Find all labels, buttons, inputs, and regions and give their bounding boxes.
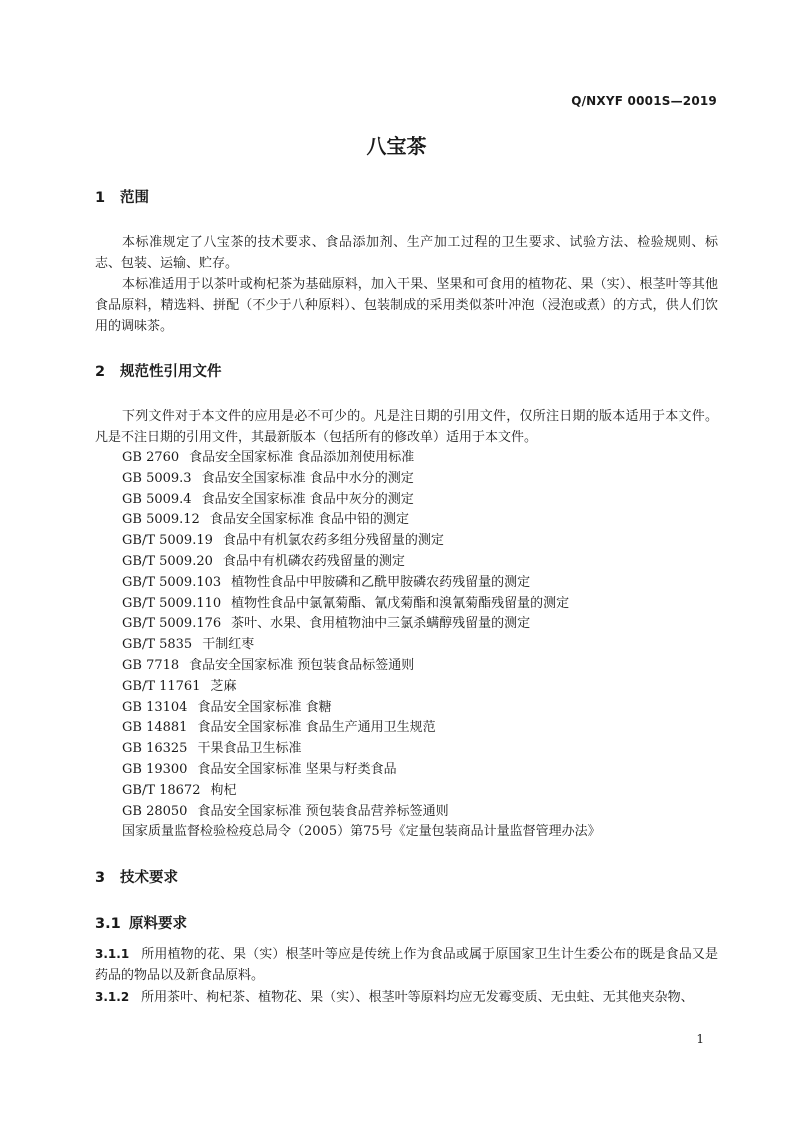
subsection-number: 3.1 — [95, 916, 121, 932]
section-2-heading — [95, 362, 222, 382]
reference-item — [122, 822, 601, 843]
scope-paragraph-2: 本标准适用于以茶叶或枸杞茶为基础原料，加入干果、坚果和可食用的植物花、果（实）、根茎叶等其他食品原料，精选料、拼配（不少于八种原料）、包装制成的采用类似茶叶冲泡（浸泡或煮）的方式，供人们饮用的调味茶。 — [95, 277, 718, 334]
subsection-3-1-heading — [95, 914, 187, 934]
reference-item — [122, 698, 601, 719]
reference-title: 食品安全国家标准 食品中水分的测定 — [201, 470, 414, 486]
clause-number: 3.1.2 — [95, 990, 130, 1004]
reference-item — [122, 781, 601, 802]
reference-item — [122, 469, 601, 490]
reference-code: GB 5009.4 — [122, 491, 192, 507]
clause-text: 所用茶叶、枸杞茶、植物花、果（实）、根茎叶等原料均应无发霉变质、无虫蛀、无其他夹杂物、 — [141, 990, 694, 1005]
reference-code: GB/T 5009.19 — [122, 533, 213, 549]
reference-code: GB 2760 — [122, 450, 180, 465]
reference-title: 干制红枣 — [202, 637, 255, 653]
section-number: 1 — [95, 190, 106, 206]
subsection-title: 原料要求 — [129, 916, 187, 932]
reference-title: 食品安全国家标准 食品生产通用卫生规范 — [197, 720, 436, 736]
reference-item — [122, 656, 601, 677]
reference-item — [122, 802, 601, 823]
reference-code: GB 16325 — [122, 741, 188, 757]
section-number: 3 — [95, 870, 106, 886]
reference-item — [122, 510, 601, 531]
reference-title: 食品安全国家标准 食品中铅的测定 — [209, 512, 409, 528]
reference-code: GB 28050 — [122, 803, 188, 819]
reference-item — [122, 448, 601, 469]
clause-3-1-1 — [95, 944, 718, 986]
reference-code: GB/T 18672 — [122, 782, 201, 798]
reference-title: 茶叶、水果、食用植物油中三氯杀螨醇残留量的测定 — [231, 616, 531, 632]
reference-title: 食品安全国家标准 预包装食品标签通则 — [189, 657, 415, 673]
section-1-heading — [95, 188, 149, 208]
reference-item — [122, 677, 601, 698]
reference-title: 食品安全国家标准 食品中灰分的测定 — [201, 491, 414, 507]
reference-title: 国家质量监督检验检疫总局令（2005）第75号《定量包装商品计量监督管理办法》 — [122, 824, 601, 840]
document-title: 八宝茶 — [366, 134, 427, 158]
reference-item — [122, 552, 601, 573]
reference-title: 芝麻 — [210, 678, 237, 694]
reference-code: GB 5009.3 — [122, 470, 192, 486]
reference-title: 植物性食品中氯氰菊酯、氰戊菊酯和溴氰菊酯残留量的测定 — [231, 595, 570, 611]
clause-3-1-2 — [95, 987, 718, 1008]
reference-title: 食品安全国家标准 食糖 — [197, 699, 332, 715]
reference-item — [122, 718, 601, 739]
clause-text: 所用植物的花、果（实）根茎叶等应是传统上作为食品或属于原国家卫生计生委公布的既是食品又是药品的物品以及新食品原料。 — [95, 947, 718, 983]
reference-code: GB 19300 — [122, 761, 188, 777]
clause-number: 3.1.1 — [95, 947, 130, 961]
scope-paragraph-1: 本标准规定了八宝茶的技术要求、食品添加剂、生产加工过程的卫生要求、试验方法、检验规则、标志、包装、运输、贮存。 — [95, 235, 718, 271]
reference-code: GB/T 5009.110 — [122, 595, 222, 611]
reference-item — [122, 573, 601, 594]
reference-title: 干果食品卫生标准 — [197, 741, 302, 757]
reference-code: GB/T 5009.103 — [122, 574, 222, 590]
reference-title: 食品安全国家标准 预包装食品营养标签通则 — [197, 803, 449, 819]
section-title: 范围 — [120, 190, 149, 206]
reference-code: GB/T 11761 — [122, 678, 201, 694]
reference-title: 食品中有机磷农药残留量的测定 — [222, 553, 405, 569]
reference-code: GB 13104 — [122, 699, 188, 715]
standard-code: Q/NXYF 0001S—2019 — [571, 94, 717, 108]
section-title: 技术要求 — [120, 870, 178, 886]
section-title: 规范性引用文件 — [120, 364, 222, 380]
reference-item — [122, 490, 601, 511]
reference-code: GB 14881 — [122, 720, 188, 736]
reference-code: GB 5009.12 — [122, 512, 200, 528]
reference-code: GB/T 5835 — [122, 637, 193, 653]
reference-code: GB 7718 — [122, 657, 180, 673]
reference-item — [122, 739, 601, 760]
reference-list — [122, 448, 601, 843]
reference-code: GB/T 5009.176 — [122, 616, 222, 632]
reference-item — [122, 635, 601, 656]
reference-item — [122, 614, 601, 635]
reference-item — [122, 531, 601, 552]
page-number: 1 — [696, 1032, 704, 1046]
reference-title: 植物性食品中甲胺磷和乙酰甲胺磷农药残留量的测定 — [231, 574, 531, 590]
section-3-heading — [95, 868, 178, 888]
reference-item — [122, 594, 601, 615]
reference-title: 食品安全国家标准 坚果与籽类食品 — [197, 761, 397, 777]
reference-title: 食品中有机氯农药多组分残留量的测定 — [222, 533, 444, 549]
reference-title: 枸杞 — [210, 782, 237, 798]
reference-title: 食品安全国家标准 食品添加剂使用标准 — [189, 450, 415, 465]
section-number: 2 — [95, 364, 106, 380]
references-intro: 下列文件对于本文件的应用是必不可少的。凡是注日期的引用文件，仅所注日期的版本适用于本文件。凡是不注日期的引用文件，其最新版本（包括所有的修改单）适用于本文件。 — [95, 409, 718, 445]
reference-code: GB/T 5009.20 — [122, 553, 213, 569]
reference-item — [122, 760, 601, 781]
